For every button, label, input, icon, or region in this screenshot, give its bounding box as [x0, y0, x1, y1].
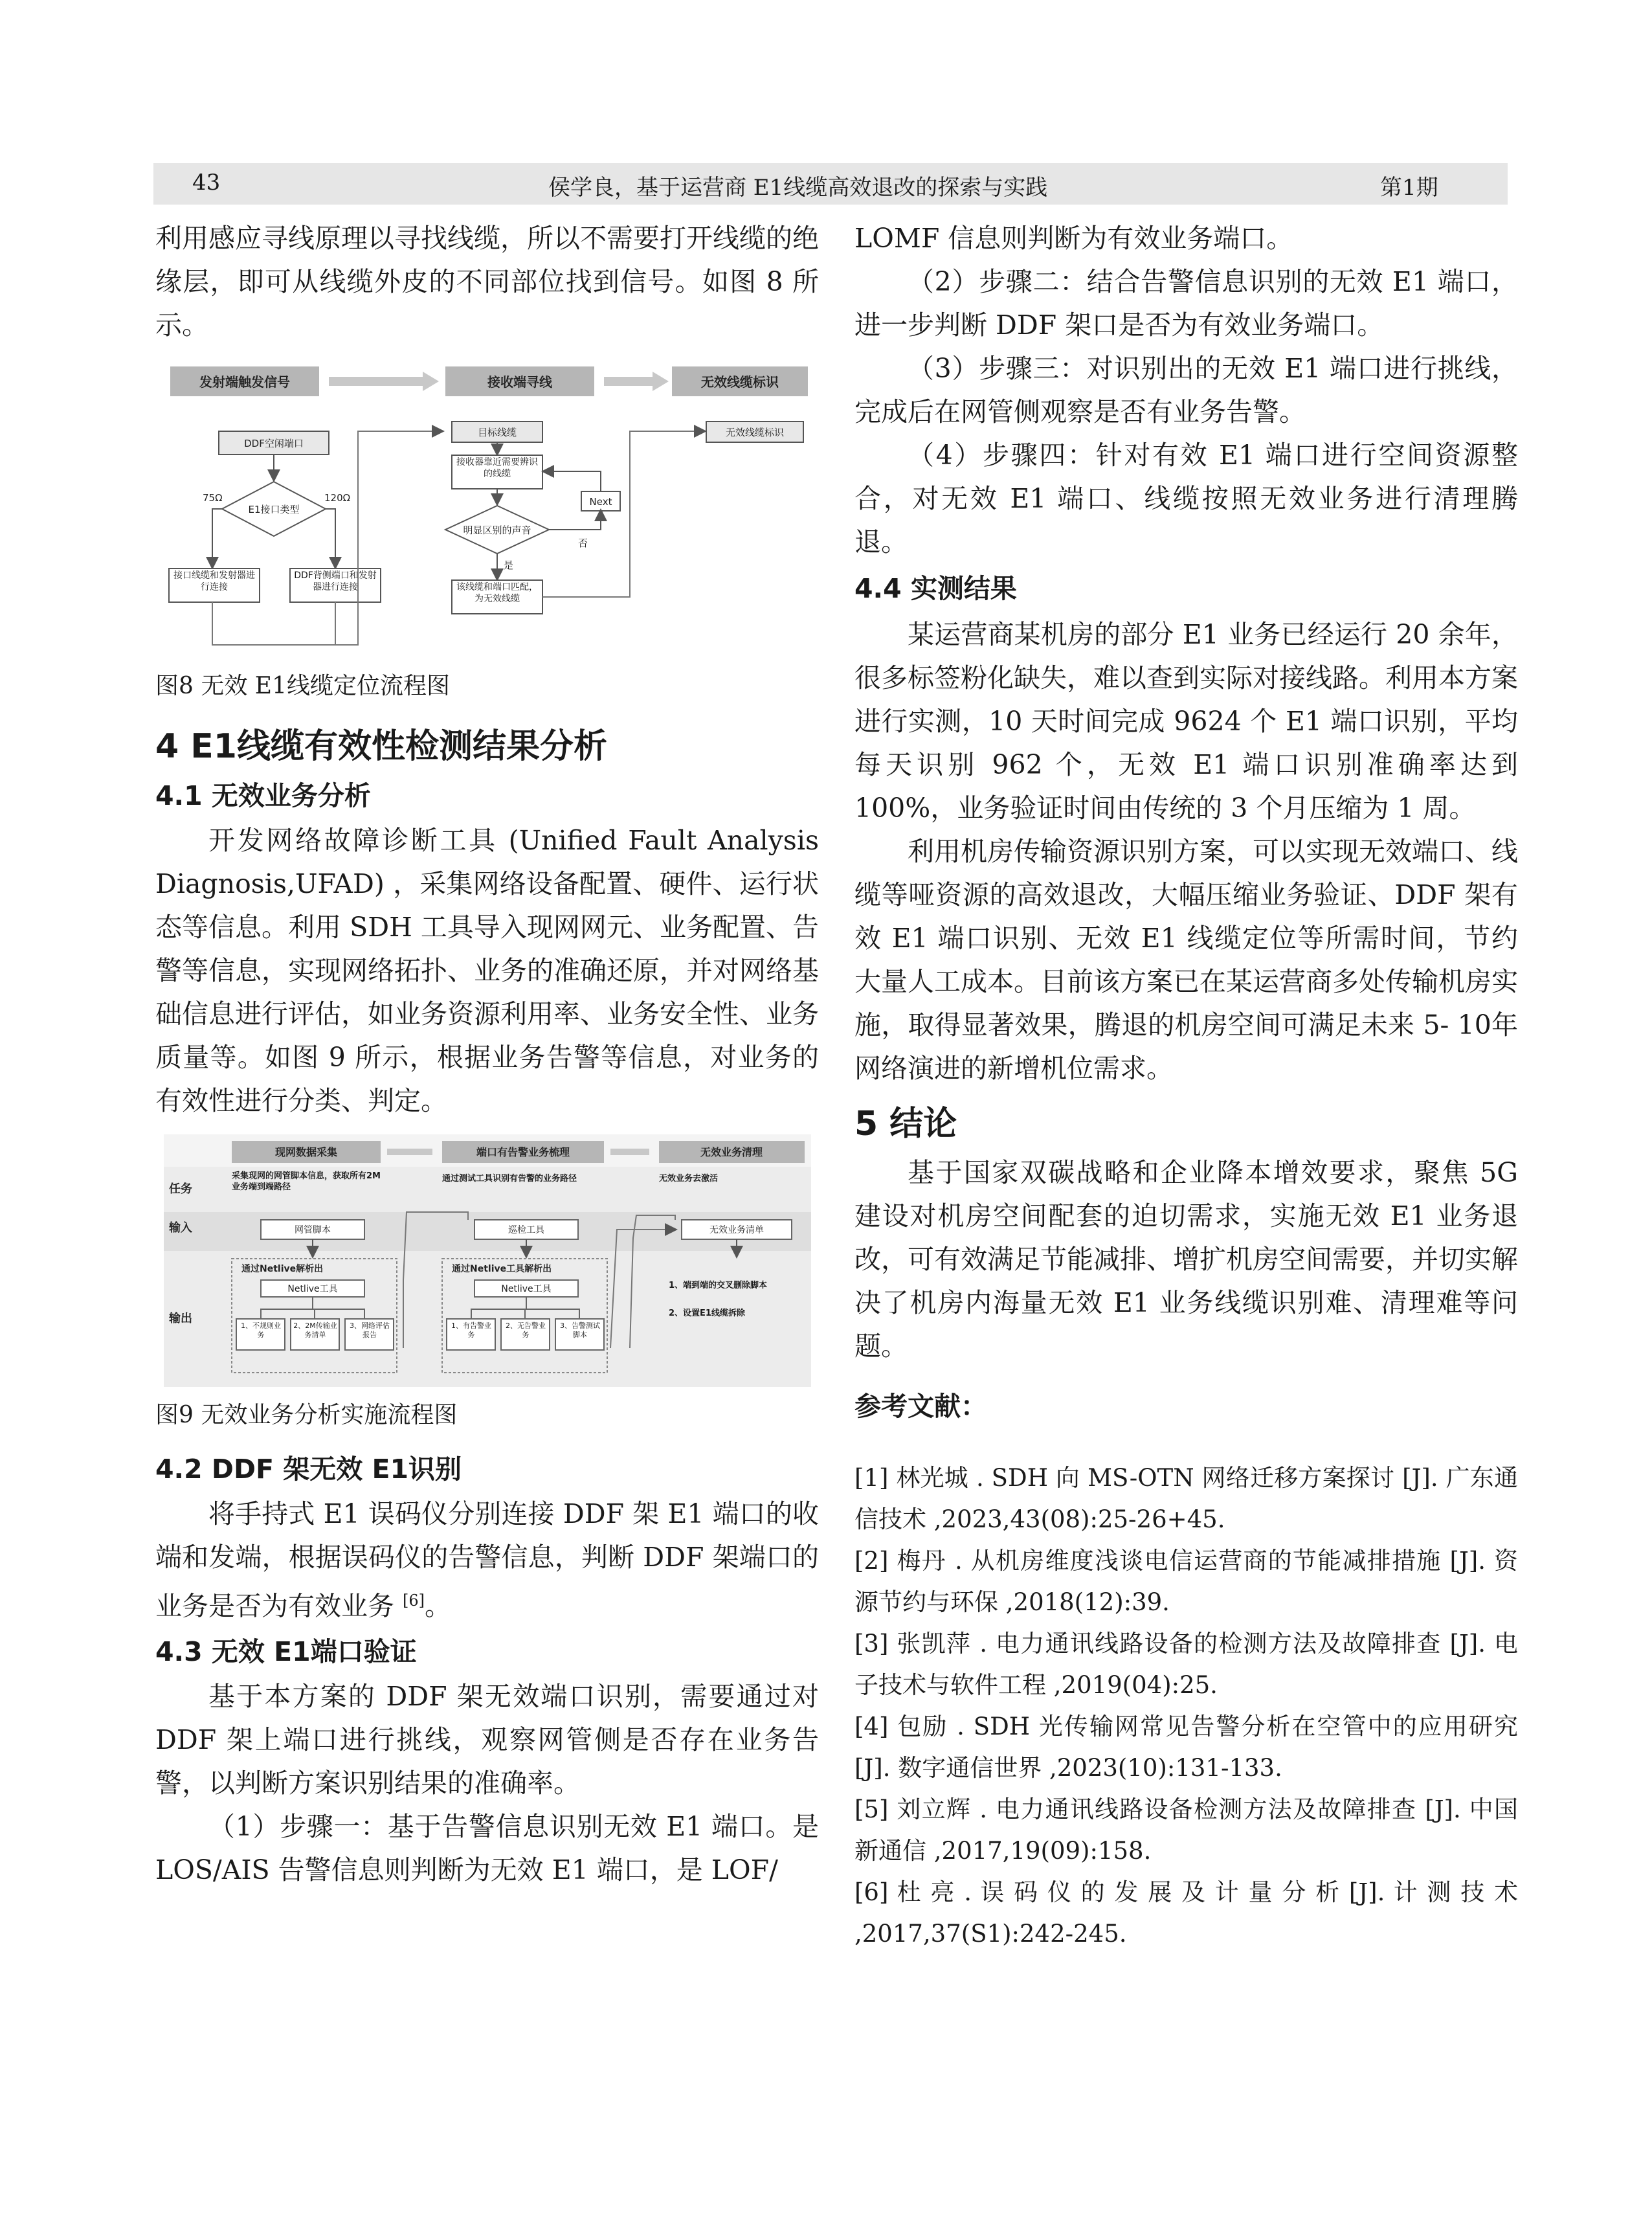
stage-label: 现网数据采集	[274, 1146, 337, 1158]
paragraph: 基于本方案的 DDF 架无效端口识别，需要通过对 DDF 架上端口进行挑线，观察网管侧是否存在业务告警，以判断方案识别结果的准确率。	[155, 1680, 819, 1799]
citation: [6]	[403, 1591, 425, 1610]
task-text: 采集现网的网管脚本信息，获取所有2M业务端到端路径	[231, 1171, 381, 1192]
tool-label: Netlive工具	[287, 1284, 338, 1294]
issue-label: 第1期	[1380, 175, 1438, 201]
row-task-label: 任务	[168, 1182, 192, 1196]
sound-decision-label: 明显区别的声音	[462, 524, 531, 536]
label-120-ohm: 120Ω	[324, 492, 350, 504]
sub-item: 1、有告警业务	[451, 1321, 491, 1339]
right-column	[854, 217, 1518, 1955]
e1-type-label: E1接口类型	[247, 504, 300, 515]
reference-item: [5] 刘立辉 . 电力通讯线路设备检测方法及故障排查 [J]. 中国新通信 ,2017,19(09):158.	[854, 1795, 1518, 1865]
banner-label: 接收端寻线	[487, 374, 552, 390]
reference-item: [6] 杜 亮 . 误 码 仪 的 发 展 及 计 量 分 析 [J]. 计 测 技 术 ,2017,37(S1):242-245.	[854, 1878, 1518, 1948]
figure-9-caption: 图9 无效业务分析实施流程图	[155, 1402, 458, 1428]
section-4-1-heading: 4.1 无效业务分析	[155, 780, 371, 811]
paragraph: （4）步骤四：针对有效 E1 端口进行空间资源整合，对无效 E1 端口、线缆按照无效业务进行清理腾退。	[854, 440, 1518, 557]
left-column	[155, 217, 819, 1892]
target-cable-label: 目标线缆	[477, 427, 517, 438]
receiver-label: 接收器靠近需要辨识的线缆	[456, 457, 538, 479]
result-item: 2、设置E1线缆拆除	[668, 1309, 745, 1318]
paragraph: （3）步骤三：对识别出的无效 E1 端口进行挑线，完成后在网管侧观察是否有业务告警。	[854, 353, 1518, 427]
sub-item: 2、2M传输业务清单	[293, 1321, 337, 1339]
paragraph: LOMF 信息则判断为有效业务端口。	[854, 223, 1293, 254]
sub-item: 3、告警测试脚本	[559, 1321, 600, 1339]
connect-a-label: 接口线缆和发射器进行连接	[173, 570, 255, 592]
banner-label: 发射端触发信号	[199, 374, 290, 390]
paragraph: 将手持式 E1 误码仪分别连接 DDF 架 E1 端口的收端和发端，根据误码仪的告警信息，判断 DDF 架端口的业务是否为有效业务 [6]。	[155, 1498, 819, 1622]
output-title: 通过Netlive解析出	[241, 1264, 323, 1274]
paragraph: （1）步骤一：基于告警信息识别无效 E1 端口。是 LOS/AIS 告警信息则判断为无效 E1 端口，是 LOF/	[155, 1810, 819, 1885]
result-item: 1、端到端的交叉删除脚本	[668, 1281, 767, 1290]
paragraph: （2）步骤二：结合告警信息识别的无效 E1 端口，进一步判断 DDF 架口是否为有效业务端口。	[854, 266, 1518, 341]
reference-item: [4] 包励 . SDH 光传输网常见告警分析在空管中的应用研究 [J]. 数字通信世界 ,2023(10):131-133.	[854, 1713, 1518, 1782]
section-4-2-heading: 4.2 DDF 架无效 E1识别	[155, 1454, 462, 1485]
tool-label: Netlive工具	[500, 1284, 552, 1294]
references-heading: 参考文献：	[854, 1391, 987, 1422]
input-label: 网管脚本	[294, 1225, 331, 1235]
mark-label: 无效线缆标识	[725, 427, 784, 438]
stage-label: 端口有告警业务梳理	[476, 1146, 570, 1158]
reference-item: [3] 张凯萍 . 电力通讯线路设备的检测方法及故障排查 [J]. 电子技术与软件工程 ,2019(04):25.	[854, 1630, 1518, 1699]
yes-label: 是	[503, 559, 513, 571]
sub-item: 2、无告警业务	[505, 1321, 546, 1339]
running-title: 侯学良，基于运营商 E1线缆高效退改的探索与实践	[548, 175, 1048, 201]
section-4-heading: 4 E1线缆有效性检测结果分析	[155, 727, 607, 766]
sub-item: 3、网络评估报告	[349, 1321, 390, 1339]
sub-item: 1、不规则业务	[240, 1321, 281, 1339]
task-text: 无效业务去激活	[658, 1174, 718, 1184]
stage-label: 无效业务清理	[700, 1146, 763, 1158]
page-number: 43	[192, 170, 221, 196]
input-label: 无效业务清单	[709, 1225, 764, 1235]
match-label: 该线缆和端口匹配，为无效线缆	[456, 582, 538, 604]
paragraph: 利用感应寻线原理以寻找线缆，所以不需要打开线缆的绝缘层，即可从线缆外皮的不同部位找到信号。如图 8 所示。	[155, 223, 819, 341]
paragraph: 利用机房传输资源识别方案，可以实现无效端口、线缆等哑资源的高效退改，大幅压缩业务验证、DDF 架有效 E1 端口识别、无效 E1 线缆定位等所需时间，节约大量人工成本。目前该方案已在某运营商多处传输机房实施，取得显著效果，腾退的机房空间可满足未来 5- 10年网络演进的新增机位需求。	[854, 836, 1518, 1084]
row-input-label: 输入	[168, 1221, 192, 1235]
figure-9-flowchart	[164, 1134, 811, 1387]
running-header	[153, 163, 1508, 205]
banner-arrow-head	[653, 372, 669, 391]
paragraph: 基于国家双碳战略和企业降本增效要求，聚焦 5G 建设对机房空间配套的迫切需求，实施无效 E1 业务退改，可有效满足节能减排、增扩机房空间需要，并切实解决了机房内海量无效 E1 业务线缆识别难、清理难等问题。	[854, 1157, 1518, 1362]
figure-8-caption: 图8 无效 E1线缆定位流程图	[155, 673, 450, 699]
input-label: 巡检工具	[508, 1225, 544, 1235]
label-75-ohm: 75Ω	[202, 492, 223, 504]
banner-arrow-head	[423, 372, 439, 391]
paragraph: 某运营商某机房的部分 E1 业务已经运行 20 余年，很多标签粉化缺失，难以查到实际对接线路。利用本方案进行实测，10 天时间完成 9624 个 E1 端口识别，平均每天识别 962 个，无效 E1 端口识别准确率达到 100%，业务验证时间由传统的 3 个月压缩为 1 周。	[854, 619, 1518, 824]
banner-label: 无效线缆标识	[700, 374, 779, 390]
reference-item: [1] 林光城 . SDH 向 MS-OTN 网络迁移方案探讨 [J]. 广东通信技术 ,2023,43(08):25-26+45.	[854, 1464, 1518, 1533]
row-output-label: 输出	[168, 1312, 192, 1325]
figure-8-flowchart	[164, 360, 811, 658]
next-label: Next	[589, 496, 612, 508]
section-4-4-heading: 4.4 实测结果	[854, 573, 1017, 604]
task-text: 通过测试工具识别有告警的业务路径	[441, 1174, 577, 1184]
connect-b-label: DDF背侧端口和发射器进行连接	[293, 570, 377, 592]
paragraph: 开发网络故障诊断工具 (Unified Fault Analysis Diagnosis,UFAD) ，采集网络设备配置、硬件、运行状态等信息。利用 SDH 工具导入现网网元、业务配置、告警等信息，实现网络拓扑、业务的准确还原，并对网络基础信息进行评估，如业务资源利用率、业务安全性、业务质量等。如图 9 所示，根据业务告警等信息，对业务的有效性进行分类、判定。	[155, 825, 819, 1116]
output-title: 通过Netlive工具解析出	[451, 1264, 552, 1274]
section-4-3-heading: 4.3 无效 E1端口验证	[155, 1636, 417, 1667]
ddf-port-label: DDF空闲端口	[243, 438, 304, 449]
no-label: 否	[577, 537, 588, 549]
section-5-heading: 5 结论	[854, 1105, 957, 1143]
reference-item: [2] 梅丹 . 从机房维度浅谈电信运营商的节能减排措施 [J]. 资源节约与环保 ,2018(12):39.	[854, 1547, 1518, 1616]
